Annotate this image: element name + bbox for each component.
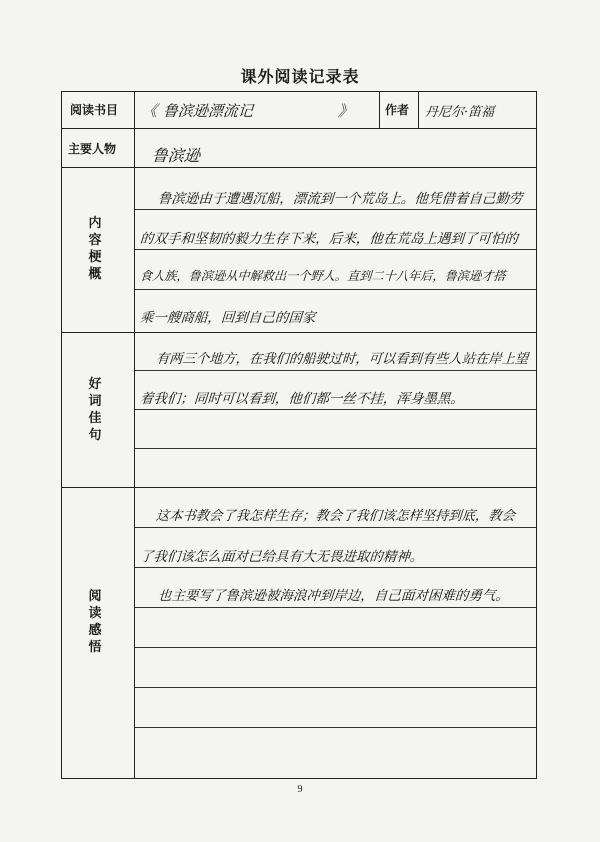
summary-line: 的双手和坚韧的毅力生存下来，后来，他在荒岛上遇到了可怕的 xyxy=(139,231,519,247)
page-title: 课外阅读记录表 xyxy=(240,67,360,86)
ruled-line xyxy=(135,409,536,410)
ruled-line xyxy=(135,289,536,290)
summary-line: 食人族，鲁滨逊从中解救出一个野人。直到二十八年后，鲁滨逊才搭 xyxy=(139,269,507,283)
ruled-line xyxy=(135,567,536,568)
ruled-line xyxy=(135,209,536,210)
row-divider xyxy=(61,487,537,488)
author-name: 丹尼尔·笛福 xyxy=(424,105,495,120)
reflection-line: 这本书教会了我怎样生存；教会了我们该怎样坚持到底，教会 xyxy=(155,509,516,524)
reflection-line: 也主要写了鲁滨逊被海浪冲到岸边，自己面对困难的勇气。 xyxy=(157,588,510,604)
ruled-line xyxy=(135,647,536,648)
label-reflection: 阅读感悟 xyxy=(88,589,102,655)
ruled-line xyxy=(135,527,536,528)
good-words-line: 有两三个地方，在我们的船驶过时，可以看到有些人站在岸上望 xyxy=(155,352,529,367)
row-divider xyxy=(61,167,537,168)
label-summary: 内容梗概 xyxy=(88,216,102,282)
ruled-line xyxy=(135,370,536,371)
ruled-line xyxy=(135,687,536,688)
reflection-line: 了我们该怎么面对已给具有大无畏进取的精神。 xyxy=(139,549,424,565)
ruled-line xyxy=(135,727,536,728)
main-characters-value: 鲁滨逊 xyxy=(151,146,201,165)
summary-line: 鲁滨逊由于遭遇沉船，漂流到一个荒岛上。他凭借着自己勤劳 xyxy=(157,191,523,207)
author-divider-right xyxy=(418,91,419,128)
book-close-bracket: 》 xyxy=(337,102,354,120)
ruled-line xyxy=(135,607,536,608)
good-words-line: 着我们；同时可以看到，他们都一丝不挂，浑身墨黑。 xyxy=(139,391,465,407)
page-number: 9 xyxy=(297,784,303,795)
label-book-title: 阅读书目 xyxy=(70,103,119,117)
summary-line: 乘一艘商船，回到自己的国家 xyxy=(139,310,316,326)
row-divider xyxy=(61,128,537,129)
label-column-divider xyxy=(134,91,135,779)
label-author: 作者 xyxy=(385,103,410,117)
ruled-line xyxy=(135,448,536,449)
book-name: 鲁滨逊漂流记 xyxy=(162,102,254,120)
author-divider-left xyxy=(379,91,380,128)
label-main-characters: 主要人物 xyxy=(68,142,117,156)
book-open-bracket: 《 xyxy=(141,102,158,120)
label-good-words: 好词佳句 xyxy=(88,377,102,443)
row-divider xyxy=(61,332,537,333)
ruled-line xyxy=(135,249,536,250)
